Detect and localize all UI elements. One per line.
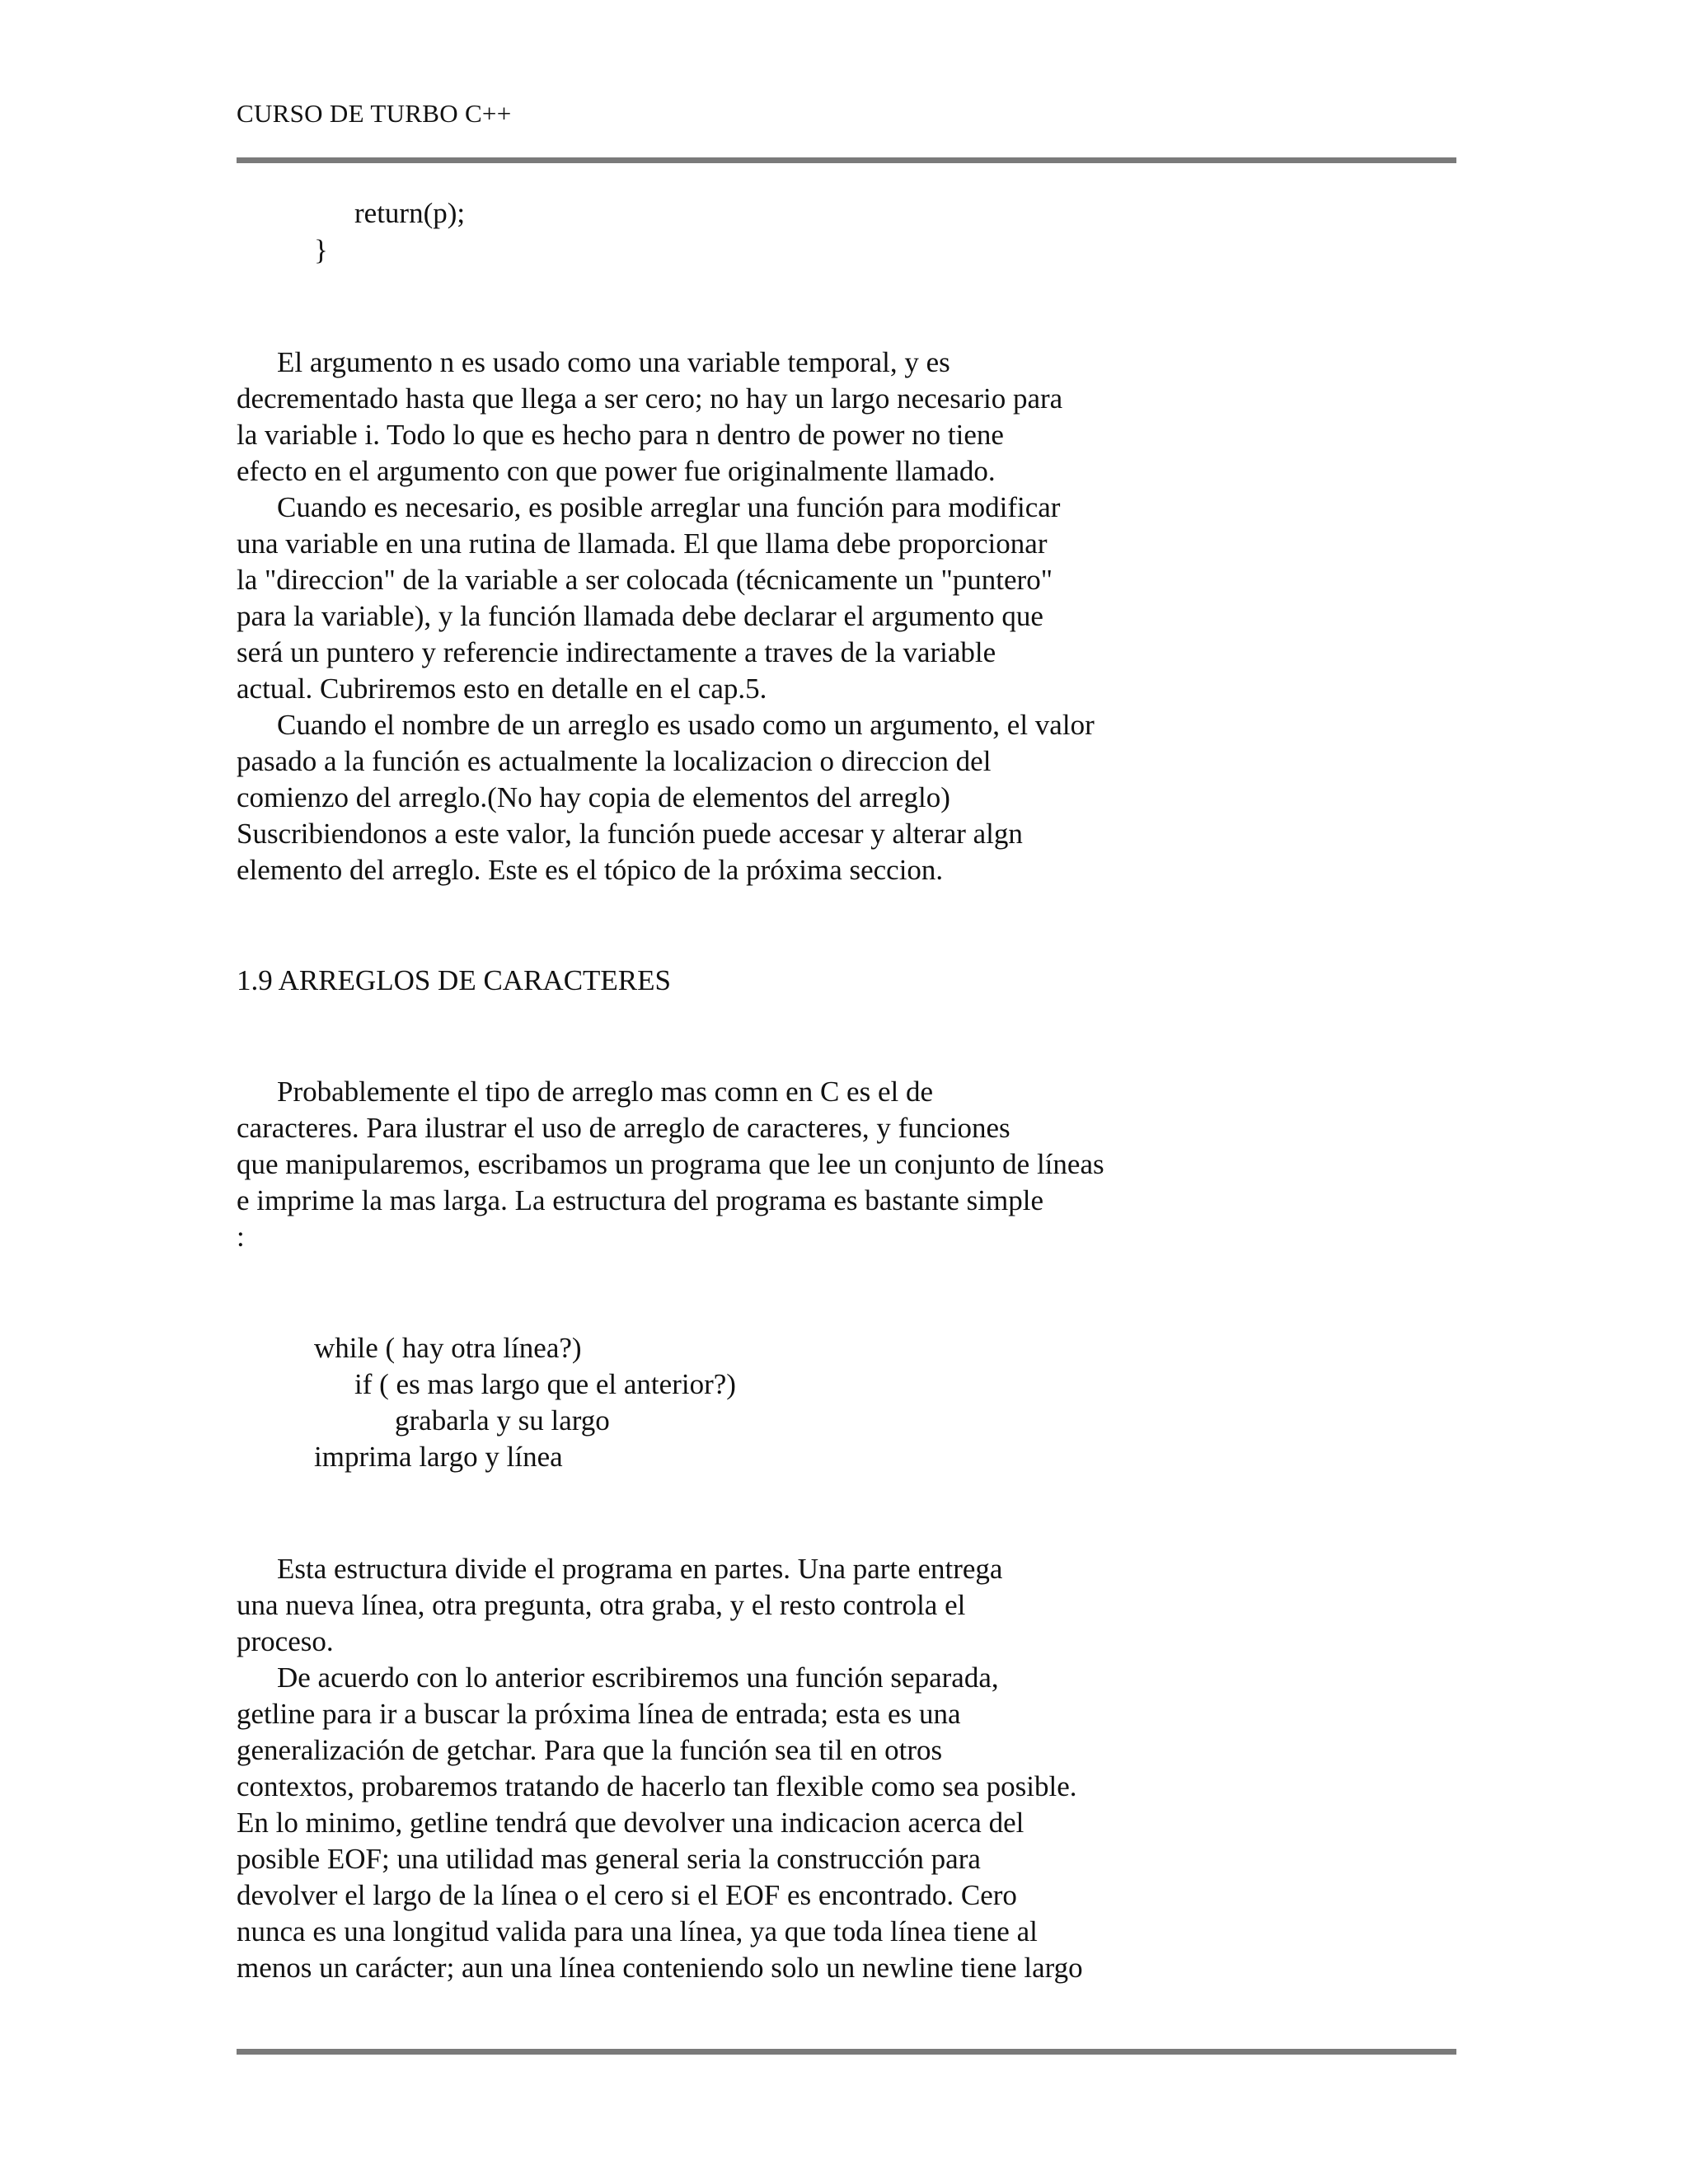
body-text-line: En lo minimo, getline tendrá que devolver una indicacion acerca del — [237, 1807, 1025, 1839]
body-text-line: una nueva línea, otra pregunta, otra graba, y el resto controla el — [237, 1589, 966, 1621]
pseudocode-line: while ( hay otra línea?) — [314, 1332, 582, 1364]
pseudocode-line: imprima largo y línea — [314, 1441, 563, 1473]
body-text-line: e imprime la mas larga. La estructura del programa es bastante simple — [237, 1184, 1043, 1216]
body-text-line: decrementado hasta que llega a ser cero; no hay un largo necesario para — [237, 382, 1063, 415]
body-text-line: Probablemente el tipo de arreglo mas comn en C es el de — [277, 1076, 933, 1108]
body-text-line: De acuerdo con lo anterior escribiremos una función separada, — [277, 1661, 999, 1694]
body-text-line: proceso. — [237, 1625, 334, 1657]
body-text-line: para la variable), y la función llamada debe declarar el argumento que — [237, 600, 1043, 632]
footer-rule — [237, 2049, 1456, 2055]
body-text-line: será un puntero y referencie indirectamente a traves de la variable — [237, 636, 996, 668]
body-text-line: posible EOF; una utilidad mas general seria la construcción para — [237, 1843, 981, 1875]
body-text-line: la "direccion" de la variable a ser colocada (técnicamente un "puntero" — [237, 564, 1053, 596]
body-text-line: devolver el largo de la línea o el cero si el EOF es encontrado. Cero — [237, 1879, 1017, 1911]
pseudocode-line: grabarla y su largo — [395, 1404, 610, 1436]
body-text-line: getline para ir a buscar la próxima línea de entrada; esta es una — [237, 1698, 961, 1730]
body-text-line: efecto en el argumento con que power fue originalmente llamado. — [237, 455, 996, 487]
body-text-line: la variable i. Todo lo que es hecho para n dentro de power no tiene — [237, 419, 1004, 451]
body-text-line: : — [237, 1221, 245, 1253]
body-text-line: Cuando es necesario, es posible arreglar una función para modificar — [277, 491, 1061, 523]
pseudocode-line: if ( es mas largo que el anterior?) — [354, 1368, 736, 1400]
body-text-line: nunca es una longitud valida para una línea, ya que toda línea tiene al — [237, 1915, 1038, 1947]
body-text-line: actual. Cubriremos esto en detalle en el cap.5. — [237, 673, 767, 705]
section-heading: 1.9 ARREGLOS DE CARACTERES — [237, 964, 671, 996]
body-text-line: Suscribiendonos a este valor, la función puede accesar y alterar algn — [237, 818, 1023, 850]
body-text-line: caracteres. Para ilustrar el uso de arreglo de caracteres, y funciones — [237, 1112, 1010, 1144]
body-text-line: contextos, probaremos tratando de hacerlo tan flexible como sea posible. — [237, 1770, 1077, 1802]
body-text-line: menos un carácter; aun una línea conteniendo solo un newline tiene largo — [237, 1952, 1083, 1984]
running-header: CURSO DE TURBO C++ — [237, 99, 512, 128]
body-text-line: Cuando el nombre de un arreglo es usado como un argumento, el valor — [277, 709, 1095, 741]
header-rule — [237, 157, 1456, 163]
body-text-line: comienzo del arreglo.(No hay copia de elementos del arreglo) — [237, 781, 950, 813]
body-text-line: Esta estructura divide el programa en partes. Una parte entrega — [277, 1553, 1003, 1585]
body-text-line: El argumento n es usado como una variable temporal, y es — [277, 346, 950, 378]
body-text-line: generalización de getchar. Para que la función sea til en otros — [237, 1734, 943, 1766]
body-text-line: una variable en una rutina de llamada. El que llama debe proporcionar — [237, 527, 1048, 560]
body-text-line: elemento del arreglo. Este es el tópico de la próxima seccion. — [237, 854, 944, 886]
body-text-line: que manipularemos, escribamos un programa que lee un conjunto de líneas — [237, 1148, 1104, 1180]
code-line: return(p); — [354, 197, 466, 229]
body-text-line: pasado a la función es actualmente la localizacion o direccion del — [237, 745, 992, 777]
code-line: } — [314, 234, 328, 266]
